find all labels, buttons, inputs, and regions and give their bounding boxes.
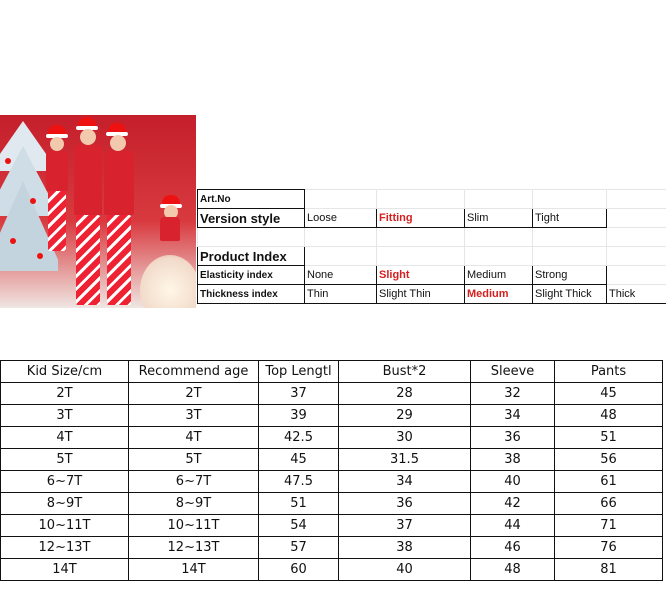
cell-bust: 38 — [339, 537, 471, 559]
cell-kid-size: 4T — [1, 427, 129, 449]
cell-top-length: 51 — [259, 493, 339, 515]
cell-top-length: 39 — [259, 405, 339, 427]
header-kid-size: Kid Size/cm — [1, 361, 129, 383]
cell-top-length: 42.5 — [259, 427, 339, 449]
elasticity-option: None — [305, 266, 377, 285]
cell-bust: 37 — [339, 515, 471, 537]
thickness-option: Thick — [607, 285, 666, 304]
header-recommend-age: Recommend age — [129, 361, 259, 383]
size-table-row — [1, 559, 663, 581]
cell-sleeve: 46 — [471, 537, 555, 559]
cell-kid-size: 5T — [1, 449, 129, 471]
cell-pants: 56 — [555, 449, 663, 471]
cell-top-length: 60 — [259, 559, 339, 581]
thickness-option-selected: Medium — [465, 285, 533, 304]
cell-sleeve: 32 — [471, 383, 555, 405]
size-table-row — [1, 471, 663, 493]
cell-sleeve: 42 — [471, 493, 555, 515]
size-table-row — [1, 383, 663, 405]
cell-top-length: 57 — [259, 537, 339, 559]
cell-recommend-age: 5T — [129, 449, 259, 471]
version-style-option: Loose — [305, 209, 377, 228]
cell-kid-size: 10~11T — [1, 515, 129, 537]
product-index-table — [197, 189, 666, 304]
cell-kid-size: 6~7T — [1, 471, 129, 493]
cell-sleeve: 34 — [471, 405, 555, 427]
header-top-length: Top Lengtl — [259, 361, 339, 383]
size-table-row — [1, 537, 663, 559]
size-table-row — [1, 449, 663, 471]
cell-bust: 34 — [339, 471, 471, 493]
version-style-label: Version style — [198, 209, 305, 228]
cell-bust: 36 — [339, 493, 471, 515]
cell-kid-size: 3T — [1, 405, 129, 427]
thickness-option: Slight Thick — [533, 285, 607, 304]
size-table-row — [1, 515, 663, 537]
cell-bust: 30 — [339, 427, 471, 449]
cell-pants: 51 — [555, 427, 663, 449]
cell-recommend-age: 4T — [129, 427, 259, 449]
version-style-row — [198, 209, 666, 228]
cell-recommend-age: 2T — [129, 383, 259, 405]
cell-kid-size: 14T — [1, 559, 129, 581]
size-table-row — [1, 493, 663, 515]
product-index-label: Product Index — [198, 247, 305, 266]
header-sleeve: Sleeve — [471, 361, 555, 383]
cell-top-length: 47.5 — [259, 471, 339, 493]
art-no-label: Art.No — [198, 190, 305, 209]
elasticity-option: Strong — [533, 266, 607, 285]
version-style-option-selected: Fitting — [377, 209, 465, 228]
size-table-row — [1, 405, 663, 427]
cell-bust: 28 — [339, 383, 471, 405]
size-table-header-row — [1, 361, 663, 383]
kid-size-table — [0, 360, 663, 581]
cell-pants: 45 — [555, 383, 663, 405]
header-bust: Bust*2 — [339, 361, 471, 383]
thickness-label: Thickness index — [198, 285, 305, 304]
version-style-option: Slim — [465, 209, 533, 228]
cell-recommend-age: 14T — [129, 559, 259, 581]
cell-sleeve: 40 — [471, 471, 555, 493]
cell-kid-size: 12~13T — [1, 537, 129, 559]
product-photo — [0, 115, 196, 308]
cell-pants: 48 — [555, 405, 663, 427]
elasticity-option-selected: Slight — [377, 266, 465, 285]
art-no-row — [198, 190, 666, 209]
cell-recommend-age: 12~13T — [129, 537, 259, 559]
cell-pants: 81 — [555, 559, 663, 581]
cell-pants: 71 — [555, 515, 663, 537]
spacer-row — [198, 228, 666, 247]
cell-top-length: 45 — [259, 449, 339, 471]
thickness-option: Thin — [305, 285, 377, 304]
cell-bust: 40 — [339, 559, 471, 581]
cell-bust: 29 — [339, 405, 471, 427]
wreath-decoration — [140, 255, 196, 308]
cell-recommend-age: 8~9T — [129, 493, 259, 515]
cell-top-length: 54 — [259, 515, 339, 537]
version-style-option: Tight — [533, 209, 607, 228]
elasticity-option: Medium — [465, 266, 533, 285]
cell-recommend-age: 6~7T — [129, 471, 259, 493]
cell-top-length: 37 — [259, 383, 339, 405]
cell-recommend-age: 10~11T — [129, 515, 259, 537]
cell-sleeve: 36 — [471, 427, 555, 449]
size-table-row — [1, 427, 663, 449]
cell-sleeve: 48 — [471, 559, 555, 581]
elasticity-row — [198, 266, 666, 285]
thickness-row — [198, 285, 666, 304]
cell-sleeve: 44 — [471, 515, 555, 537]
cell-recommend-age: 3T — [129, 405, 259, 427]
product-index-row — [198, 247, 666, 266]
thickness-option: Slight Thin — [377, 285, 465, 304]
elasticity-label: Elasticity index — [198, 266, 305, 285]
cell-pants: 66 — [555, 493, 663, 515]
cell-bust: 31.5 — [339, 449, 471, 471]
cell-sleeve: 38 — [471, 449, 555, 471]
cell-kid-size: 2T — [1, 383, 129, 405]
header-pants: Pants — [555, 361, 663, 383]
cell-pants: 61 — [555, 471, 663, 493]
cell-kid-size: 8~9T — [1, 493, 129, 515]
cell-pants: 76 — [555, 537, 663, 559]
